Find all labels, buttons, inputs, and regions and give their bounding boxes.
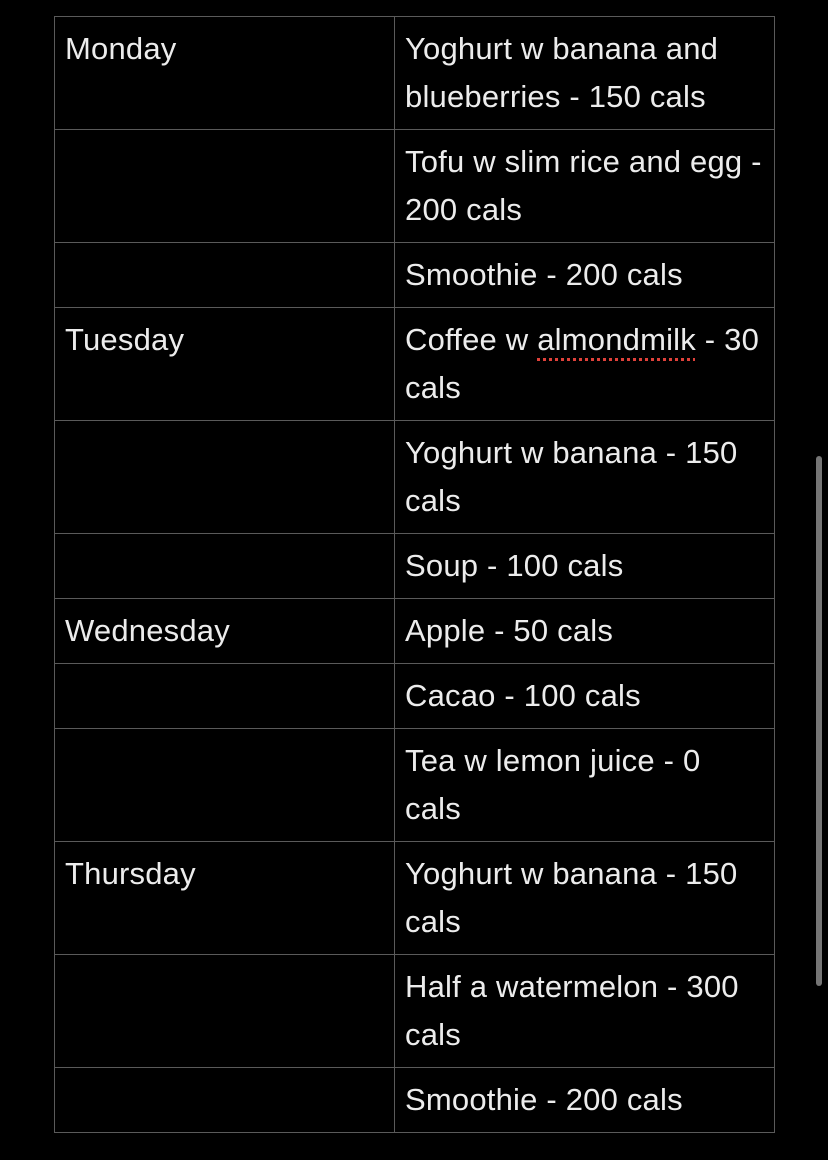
meal-cell[interactable]: Tofu w slim rice and egg - 200 cals	[395, 130, 775, 243]
table-row	[55, 842, 775, 955]
day-cell[interactable]	[55, 130, 395, 243]
table-row	[55, 17, 775, 130]
table-row	[55, 243, 775, 308]
meal-cell[interactable]: Soup - 100 cals	[395, 534, 775, 599]
table-row	[55, 421, 775, 534]
day-cell[interactable]: Thursday	[55, 842, 395, 955]
vertical-scrollbar[interactable]	[816, 456, 822, 986]
table-row	[55, 729, 775, 842]
day-cell[interactable]: Tuesday	[55, 308, 395, 421]
table-row	[55, 308, 775, 421]
day-cell[interactable]	[55, 534, 395, 599]
table-row	[55, 1068, 775, 1133]
misspelled-word[interactable]: almondmilk	[537, 322, 696, 357]
table-row	[55, 534, 775, 599]
table-row	[55, 955, 775, 1068]
meal-cell[interactable]: Yoghurt w banana - 150 cals	[395, 421, 775, 534]
meal-text-after: - 30 cals	[405, 322, 760, 405]
meal-cell[interactable]: Cacao - 100 cals	[395, 664, 775, 729]
meal-cell[interactable]: Smoothie - 200 cals	[395, 1068, 775, 1133]
table-row	[55, 130, 775, 243]
meal-cell[interactable]: Smoothie - 200 cals	[395, 243, 775, 308]
meal-cell[interactable]: Apple - 50 cals	[395, 599, 775, 664]
meal-plan-table	[54, 16, 775, 1133]
meal-cell[interactable]: Half a watermelon - 300 cals	[395, 955, 775, 1068]
day-cell[interactable]	[55, 729, 395, 842]
day-cell[interactable]	[55, 243, 395, 308]
day-cell[interactable]: Monday	[55, 17, 395, 130]
table-row	[55, 599, 775, 664]
day-cell[interactable]: Wednesday	[55, 599, 395, 664]
day-cell[interactable]	[55, 421, 395, 534]
day-cell[interactable]	[55, 664, 395, 729]
day-cell[interactable]	[55, 955, 395, 1068]
meal-cell[interactable]: Yoghurt w banana - 150 cals	[395, 842, 775, 955]
meal-text-before: Coffee w	[405, 322, 538, 357]
table-row	[55, 664, 775, 729]
meal-cell[interactable]: Tea w lemon juice - 0 cals	[395, 729, 775, 842]
meal-cell[interactable]: Yoghurt w banana and blueberries - 150 cals	[395, 17, 775, 130]
meal-plan-table-container	[54, 16, 774, 1133]
meal-cell[interactable]	[395, 308, 775, 421]
day-cell[interactable]	[55, 1068, 395, 1133]
